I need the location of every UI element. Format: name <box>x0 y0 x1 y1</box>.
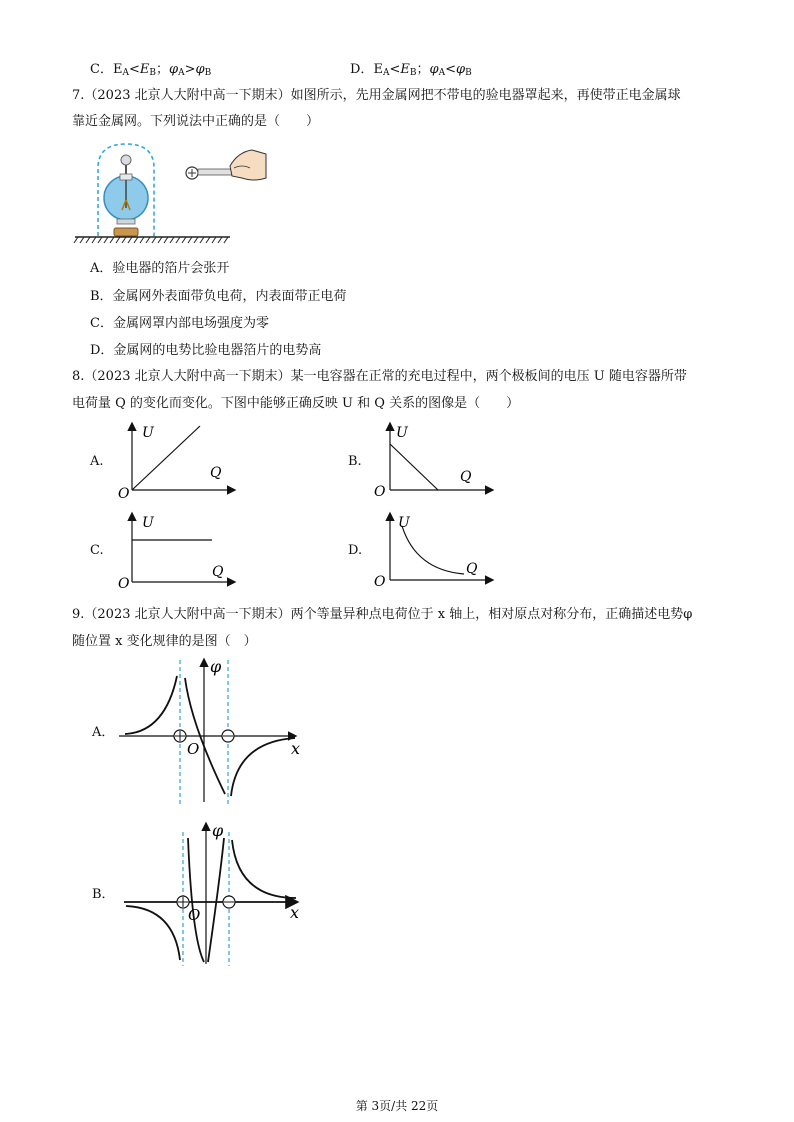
q8-graph-a <box>112 418 242 500</box>
axis-y-label: φ <box>210 657 222 676</box>
q6-option-d-text: $E_A<E_B$；$\varphi_A<\varphi_B$ <box>373 62 472 78</box>
origin-label: O <box>187 740 200 758</box>
q6-option-d-letter: D． <box>350 62 374 77</box>
q7-electroscope-figure <box>70 138 270 250</box>
origin-label: O <box>374 574 386 590</box>
axis-y-label: U <box>142 515 154 531</box>
axis-x-label: Q <box>460 469 472 485</box>
curve-decreasing <box>390 444 438 490</box>
q9-graph-b <box>120 818 310 968</box>
q8-graph-c <box>112 508 242 590</box>
q8-stem-line2: 电荷量 Q 的变化而变化。下图中能够正确反映 U 和 Q 关系的图像是（ ） <box>72 396 520 411</box>
q9-stem-line2: 随位置 x 变化规律的是图（ ） <box>72 634 257 649</box>
axis-y-label: U <box>396 425 408 441</box>
axis-x-label: Q <box>212 564 224 580</box>
q9-label-b: B． <box>92 887 115 902</box>
q7-option-d: D．金属网的电势比验电器箔片的电势高 <box>90 343 322 358</box>
q9-stem-line1: 9.（2023 北京人大附中高一下期末）两个等量异种点电荷位于 x 轴上，相对原点对称分布，正确描述电势φ <box>72 607 693 622</box>
axis-x-label: Q <box>210 465 222 481</box>
axis-y-label: U <box>398 515 410 531</box>
q8-graph-d <box>370 508 500 590</box>
q8-stem-line1: 8.（2023 北京人大附中高一下期末）某一电容器在正常的充电过程中，两个极板间的电压 U 随电容器所带 <box>72 369 687 384</box>
q8-label-c: C. <box>90 543 104 558</box>
origin-label: O <box>374 484 386 500</box>
origin-label: O <box>188 906 201 924</box>
q7-option-a: A．验电器的箔片会张开 <box>90 261 230 276</box>
q8-label-b: B. <box>348 454 362 469</box>
q6-option-c-letter: C． <box>90 62 113 77</box>
q8-label-d: D. <box>348 543 363 558</box>
hand-icon <box>230 150 266 180</box>
q7-stem-line1: 7.（2023 北京人大附中高一下期末）如图所示，先用金属网把不带电的验电器罩起来，再使带正电金属球 <box>72 88 681 103</box>
axis-x-label: x <box>290 903 300 922</box>
electroscope-knob <box>121 155 131 165</box>
q9-label-a: A． <box>92 725 115 740</box>
page-footer: 第 3页/共 22页 <box>355 1099 439 1113</box>
curve-reciprocal <box>402 526 464 574</box>
axis-y-label: U <box>142 425 154 441</box>
q7-option-c: C．金属网罩内部电场强度为零 <box>90 316 269 331</box>
q7-option-b: B．金属网外表面带负电荷，内表面带正电荷 <box>90 289 347 304</box>
q6-option-c <box>90 60 211 83</box>
electroscope-base <box>114 228 138 236</box>
q7-stem-line2: 靠近金属网。下列说法中正确的是（ ） <box>72 114 320 129</box>
q8-graph-b <box>370 418 500 500</box>
axis-y-label: φ <box>212 821 224 840</box>
origin-label: O <box>118 486 130 500</box>
q6-option-d <box>350 60 472 83</box>
axis-x-label: x <box>291 739 301 758</box>
q8-label-a: A. <box>90 454 104 469</box>
origin-label: O <box>118 576 130 590</box>
q9-graph-a <box>115 654 310 806</box>
axis-x-label: Q <box>466 561 478 577</box>
q6-option-c-text: $E_A<E_B$；$\varphi_A>\varphi_B$ <box>112 62 212 78</box>
